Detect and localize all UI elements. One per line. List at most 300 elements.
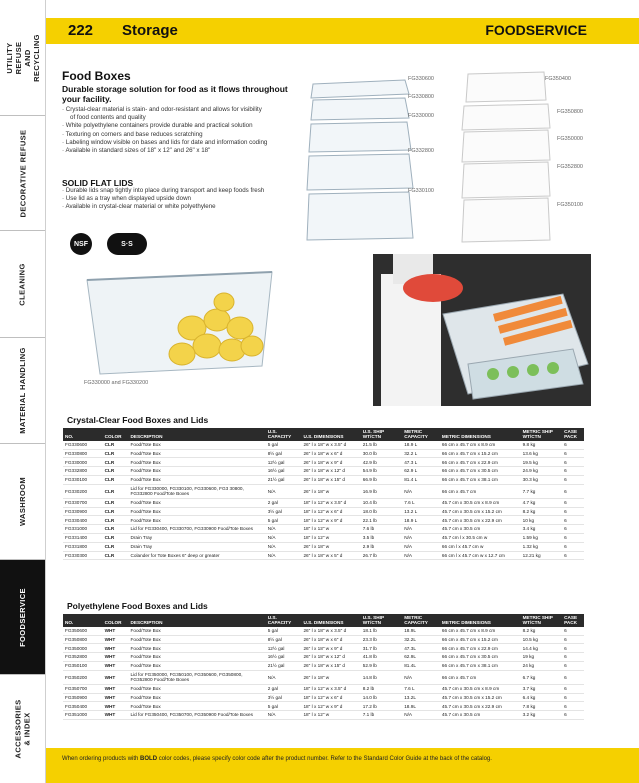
feature-item: · Available in crystal-clear material or white polyethylene [62,203,302,211]
table-cell: CLR [103,449,129,458]
table-cell: CLR [103,498,129,507]
table-cell: FG350000 [63,644,103,653]
table-cell: 2 gal [266,684,302,693]
product-label: FG330000 [408,113,434,119]
table-cell: 66 cm x 45.7 cm x 38.1 cm [440,475,521,484]
table-cell: 45.7 cm x 30.5 cm x 22.9 cm [440,702,521,711]
column-header: NO. [63,614,103,627]
column-header: U.S. CAPACITY [266,614,302,627]
sos-logo: S·S [107,233,147,255]
image-caption: FG330000 and FG330200 [84,380,149,386]
table-cell: 8.2 kg [521,507,562,516]
white-table-title: Polyethylene Food Boxes and Lids [67,601,208,611]
table-cell: 45.7 cm x 30.5 cm x 8.9 cm [440,498,521,507]
table-cell: 21½ gal [266,475,302,484]
table-cell: Food/Tote Box [128,635,265,644]
table-cell: 5 gal [266,516,302,525]
table-row [63,534,584,543]
table-cell: 47.3L [402,644,440,653]
table-cell: Drain Tray [128,542,265,551]
table-cell: 26" l x 18" w x 9" d [301,644,360,653]
table-cell: 62.9L [402,653,440,662]
table-cell: 26" l x 18" w [301,542,360,551]
column-header: DESCRIPTION [128,614,265,627]
product-label: FG350100 [557,202,583,208]
table-cell: 13.2 L [402,507,440,516]
table-cell: 16½ gal [266,653,302,662]
table-cell: 18.9 L [402,516,440,525]
tab-label: CLEANING [18,262,27,306]
table-cell: FG331800 [63,542,103,551]
table-cell: 6 [562,484,584,498]
table-cell: 26" l x 18" w x 3.5" d [301,441,360,449]
table-cell: 6 [562,542,584,551]
table-cell: 18" l x 12" w x 9" d [301,516,360,525]
table-cell: 66 cm x 45.7 cm [440,670,521,684]
table-cell: 66 cm l x 45.7 cm w [440,542,521,551]
table-cell: Food/Tote Box [128,449,265,458]
table-cell: WHT [103,661,129,670]
tab-label: MATERIAL HANDLING [18,347,27,434]
table-cell: Food/Tote Box [128,684,265,693]
table-cell: 1.32 kg [521,542,562,551]
table-cell: 7.7 kg [521,484,562,498]
table-cell: 6 [562,711,584,720]
table-row [63,525,584,534]
tab-decorative-refuse[interactable] [0,116,45,231]
feature-item: · Use lid as a tray when displayed upside down [62,195,302,203]
table-cell: FG330100 [63,475,103,484]
table-cell: 26" l x 18" w [301,670,360,684]
table-cell: 66 cm x 45.7 cm x 22.9 cm [440,458,521,467]
table-cell: Food/Tote Box [128,661,265,670]
clear-box-stack-image [305,70,415,242]
table-cell: Food/Tote Box [128,475,265,484]
table-cell: FG332800 [63,467,103,476]
table-cell: Food/Tote Box [128,644,265,653]
table-cell: 13.6 kg [521,449,562,458]
table-row [63,458,584,467]
page-title: Storage [122,22,178,39]
table-row [63,635,584,644]
kitchen-scene-image [373,254,591,406]
table-cell: 18.0 lb [361,507,402,516]
table-row [63,441,584,449]
table-cell: FG350400 [63,702,103,711]
table-cell: 32.2L [402,635,440,644]
table-cell: 12½ gal [266,458,302,467]
column-header: U.S. CAPACITY [266,428,302,441]
table-cell: 5 gal [266,441,302,449]
table-cell: 9.8 kg [521,441,562,449]
footer-note-bold: BOLD [140,756,158,762]
table-cell: 6 [562,498,584,507]
clear-food-box-table [63,428,584,560]
table-cell: 24 kg [521,661,562,670]
section-title: FOODSERVICE [485,22,587,38]
table-cell: 81.4L [402,661,440,670]
table-cell: 26" l x 18" w x 3.5" d [301,627,360,635]
table-cell: 19.5 kg [521,458,562,467]
clear-table-title: Crystal-Clear Food Boxes and Lids [67,415,209,425]
table-cell: N/A [266,551,302,560]
table-cell: 81.4 L [402,475,440,484]
table-cell: Lid for FG350400, FG350700, FG350900 Food/Tote Boxes [128,711,265,720]
intro-subheading: Durable storage solution for food as it flows throughout your facility. [62,84,288,104]
table-cell: FG350800 [63,635,103,644]
table-cell: 45.7 cm x 30.5 cm [440,525,521,534]
table-cell: Food/Tote Box [128,516,265,525]
table-cell: FG330900 [63,507,103,516]
column-header: METRIC SHIP WT/CTN [521,614,562,627]
lemon-box-image [82,268,277,376]
table-row [63,475,584,484]
table-cell: 6 [562,507,584,516]
table-cell: 6 [562,661,584,670]
table-cell: 6 [562,693,584,702]
table-row [63,516,584,525]
table-cell: 16½ gal [266,467,302,476]
table-row [63,627,584,635]
product-label: FG350400 [545,76,571,82]
tab-label: ACCESSORIES & INDEX [13,699,32,759]
table-cell: 18" l x 12" w x 6" d [301,693,360,702]
feature-item: · White polyethylene containers provide durable and practical solution [62,122,302,130]
table-cell: 5 gal [266,702,302,711]
table-row [63,551,584,560]
table-cell: WHT [103,684,129,693]
tab-label: WASHROOM [18,476,27,527]
table-cell: FG330000 [63,458,103,467]
product-label: FG330100 [408,188,434,194]
table-cell: 45.7 cm x 30.5 cm x 15.2 cm [440,507,521,516]
table-cell: 21½ gal [266,661,302,670]
table-cell: CLR [103,551,129,560]
table-cell: FG330700 [63,498,103,507]
table-cell: CLR [103,542,129,551]
table-cell: 26" l x 18" w x 9" d [301,458,360,467]
table-cell: 6 [562,441,584,449]
table-cell: 18" l x 12" w x 3.5" d [301,684,360,693]
table-cell: FG330300 [63,551,103,560]
table-row [63,644,584,653]
table-cell: 12½ gal [266,644,302,653]
product-label: FG332800 [408,148,434,154]
feature-list [62,106,302,155]
table-header-row [63,428,584,441]
column-header: METRIC DIMENSIONS [440,614,521,627]
table-cell: 26" l x 18" w x 12" d [301,467,360,476]
table-cell: 32.2 L [402,449,440,458]
table-cell: 26" l x 18" w x 15" d [301,475,360,484]
table-cell: CLR [103,534,129,543]
table-cell: 6 [562,551,584,560]
white-food-box-table [63,614,584,720]
table-cell: 6 [562,644,584,653]
table-cell: 6 [562,449,584,458]
table-cell: Food/Tote Box [128,653,265,662]
table-cell: 66 cm x 45.7 cm x 8.9 cm [440,441,521,449]
column-header: NO. [63,428,103,441]
tab-accessories-index[interactable] [0,675,45,783]
table-cell: Food/Tote Box [128,467,265,476]
feature-item: · Texturing on corners and base reduces scratching [62,131,302,139]
table-cell: 18.1 lb [361,627,402,635]
table-row [63,653,584,662]
table-cell: 2 gal [266,498,302,507]
table-cell: N/A [266,534,302,543]
table-cell: 66 cm x 45.7 cm x 8.9 cm [440,627,521,635]
table-cell: WHT [103,670,129,684]
table-cell: Food/Tote Box [128,458,265,467]
table-cell: CLR [103,525,129,534]
table-cell: WHT [103,635,129,644]
table-row [63,507,584,516]
table-row [63,670,584,684]
table-cell: 30.0 lb [361,449,402,458]
column-header: METRIC CAPACITY [402,428,440,441]
table-cell: 22.1 lb [361,516,402,525]
column-header: U.S. SHIP WT/CTN [361,614,402,627]
footer-note-pre: When ordering products with [62,756,141,762]
table-cell: FG331400 [63,534,103,543]
table-cell: FG352800 [63,653,103,662]
table-cell: 45.7 cm x 30.5 cm x 22.9 cm [440,516,521,525]
table-cell: 1.59 kg [521,534,562,543]
table-cell: 6 [562,670,584,684]
table-cell: CLR [103,484,129,498]
table-cell: WHT [103,693,129,702]
table-cell: 6 [562,684,584,693]
column-header: CASE PACK [562,614,584,627]
table-cell: WHT [103,653,129,662]
column-header: CASE PACK [562,428,584,441]
column-header: METRIC CAPACITY [402,614,440,627]
table-cell: FG350100 [63,661,103,670]
product-label: FG330800 [408,94,434,100]
table-cell: 2.9 lb [361,542,402,551]
tab-label: FOODSERVICE [18,587,28,647]
column-header: COLOR [103,614,129,627]
table-cell: 26" l x 18" w x 6" d [301,449,360,458]
table-cell: 62.9 L [402,467,440,476]
tab-label: UTILITY REFUSE AND RECYCLING [4,33,41,82]
table-cell: FG330400 [63,516,103,525]
table-cell: 18" l x 12" w [301,711,360,720]
table-cell: N/A [266,542,302,551]
table-cell: 6 [562,534,584,543]
table-cell: 18.9 L [402,441,440,449]
tab-material-handling[interactable] [0,338,45,444]
tab-foodservice[interactable] [0,560,45,675]
table-row [63,711,584,720]
table-cell: 26" l x 18" w x 12" d [301,653,360,662]
table-cell: 8.2 lb [361,684,402,693]
column-header: COLOR [103,428,129,441]
table-cell: FG330600 [63,441,103,449]
table-row [63,542,584,551]
table-cell: 6.4 kg [521,693,562,702]
table-cell: 26.7 lb [361,551,402,560]
column-header: METRIC DIMENSIONS [440,428,521,441]
feature-item: of food contents and quality [70,114,146,122]
table-cell: CLR [103,475,129,484]
table-cell: 7.6 L [402,498,440,507]
table-cell: 10 kg [521,516,562,525]
tab-label: DECORATIVE REFUSE [18,129,28,217]
section-sidebar [0,0,46,783]
product-label: FG352800 [557,164,583,170]
table-cell: 26" l x 18" w x 15" d [301,661,360,670]
table-cell: 45.7 cm x 30.5 cm x 8.9 cm [440,684,521,693]
table-cell: 14.0 lb [361,693,402,702]
table-cell: CLR [103,458,129,467]
table-cell: 66 cm x 45.7 cm x 30.5 cm [440,653,521,662]
table-cell: 18" l x 12" w x 6" d [301,507,360,516]
tab-washroom[interactable] [0,444,45,560]
table-cell: 66 cm x 45.7 cm x 22.9 cm [440,644,521,653]
table-cell: FG350200 [63,670,103,684]
table-cell: Lid for FG350000, FG350100, FG350600, FG350800, FG352800 Food/Tote Boxes [128,670,265,684]
table-row [63,702,584,711]
table-cell: 6 [562,635,584,644]
table-cell: N/A [402,534,440,543]
table-cell: 6 [562,467,584,476]
table-cell: 3.7 kg [521,684,562,693]
table-cell: 66 cm x 45.7 cm x 30.5 cm [440,467,521,476]
table-cell: 3.4 kg [521,525,562,534]
table-cell: 12.21 kg [521,551,562,560]
table-cell: 66 cm l x 45.7 cm w x 12.7 cm [440,551,521,560]
table-row [63,693,584,702]
table-cell: 54.9 lb [361,467,402,476]
feature-item: · Durable lids snap tightly into place during transport and keep foods fresh [62,187,302,195]
table-cell: 26" l x 18" w x 5" d [301,551,360,560]
table-cell: 66 cm x 45.7 cm [440,484,521,498]
tab-utility-refuse[interactable] [0,0,45,116]
table-cell: 16.9 lb [361,484,402,498]
table-cell: 3.5 lb [361,534,402,543]
table-cell: 7.6 L [402,684,440,693]
table-cell: WHT [103,627,129,635]
table-cell: 17.2 lb [361,702,402,711]
table-cell: 19 kg [521,653,562,662]
table-cell: 14.8 lb [361,670,402,684]
table-cell: 18" l x 12" w [301,534,360,543]
column-header: METRIC SHIP WT/CTN [521,428,562,441]
table-cell: FG331000 [63,525,103,534]
table-cell: 7.6 lb [361,525,402,534]
table-cell: N/A [266,670,302,684]
table-cell: FG330800 [63,449,103,458]
lids-feature-list [62,187,302,212]
table-cell: CLR [103,467,129,476]
table-cell: 23.3 lb [361,635,402,644]
table-cell: 10.5 kg [521,635,562,644]
table-row [63,467,584,476]
product-label: FG350800 [557,109,583,115]
table-cell: 21.5 lb [361,441,402,449]
table-cell: 6 [562,516,584,525]
table-cell: N/A [402,711,440,720]
table-cell: 7.1 lb [361,711,402,720]
table-cell: 7.8 kg [521,702,562,711]
table-cell: 8½ gal [266,449,302,458]
table-cell: 52.9 lb [361,661,402,670]
footer-note-post: color codes, please specify color code after the product number. Refer to the Standard Color Guide at the back of the catalog. [157,756,492,762]
page-number: 222 [68,22,94,39]
product-label: FG350000 [557,136,583,142]
table-cell: 66 cm x 45.7 cm x 15.2 cm [440,635,521,644]
tab-cleaning[interactable] [0,231,45,338]
table-cell: 6 [562,653,584,662]
table-cell: 6 [562,525,584,534]
table-row [63,449,584,458]
table-cell: Food/Tote Box [128,507,265,516]
table-cell: Food/Tote Box [128,702,265,711]
table-header-row [63,614,584,627]
table-cell: 45.7 cm l x 30.5 cm w [440,534,521,543]
table-cell: N/A [266,711,302,720]
table-cell: 31.7 lb [361,644,402,653]
table-cell: 18.9L [402,627,440,635]
table-cell: WHT [103,644,129,653]
table-cell: Food/Tote Box [128,441,265,449]
column-header: U.S. DIMENSIONS [301,428,360,441]
table-cell: CLR [103,441,129,449]
table-row [63,684,584,693]
table-cell: FG351000 [63,711,103,720]
footer-note [62,756,492,762]
table-cell: CLR [103,516,129,525]
table-cell: 30.3 kg [521,475,562,484]
table-cell: 45.7 cm x 30.5 cm [440,711,521,720]
table-cell: N/A [266,484,302,498]
table-cell: WHT [103,702,129,711]
table-row [63,498,584,507]
table-cell: 18.9L [402,702,440,711]
table-cell: 26" l x 18" w x 6" d [301,635,360,644]
table-cell: CLR [103,507,129,516]
table-cell: Lid for FG330000, FG330100, FG330600, FG3 30800, FG332800 Food/Tote Boxes [128,484,265,498]
table-cell: 66 cm x 45.7 cm x 15.2 cm [440,449,521,458]
table-row [63,484,584,498]
table-cell: FG350900 [63,693,103,702]
table-cell: 10.4 lb [361,498,402,507]
table-cell: N/A [402,484,440,498]
table-cell: 6 [562,627,584,635]
table-cell: 6 [562,458,584,467]
table-cell: FG330200 [63,484,103,498]
table-cell: Lid for FG330400, FG330700, FG330900 Food/Tote Boxes [128,525,265,534]
footer-bar [46,748,639,783]
white-box-stack-image [458,68,556,244]
table-cell: 3½ gal [266,507,302,516]
table-cell: 41.8 lb [361,653,402,662]
column-header: DESCRIPTION [128,428,265,441]
product-label: FG330600 [408,76,434,82]
nsf-logo: NSF [70,233,92,255]
lids-heading: SOLID FLAT LIDS [62,178,134,188]
feature-item: · Available in standard sizes of 18" x 12" and 26" x 18" [62,147,302,155]
table-cell: 66 cm x 45.7 cm x 38.1 cm [440,661,521,670]
table-cell: 14.4 kg [521,644,562,653]
table-cell: 6.7 kg [521,670,562,684]
table-cell: 6 [562,702,584,711]
table-cell: 45.7 cm x 30.5 cm x 15.2 cm [440,693,521,702]
table-cell: Food/Tote Box [128,693,265,702]
table-cell: 5 gal [266,627,302,635]
